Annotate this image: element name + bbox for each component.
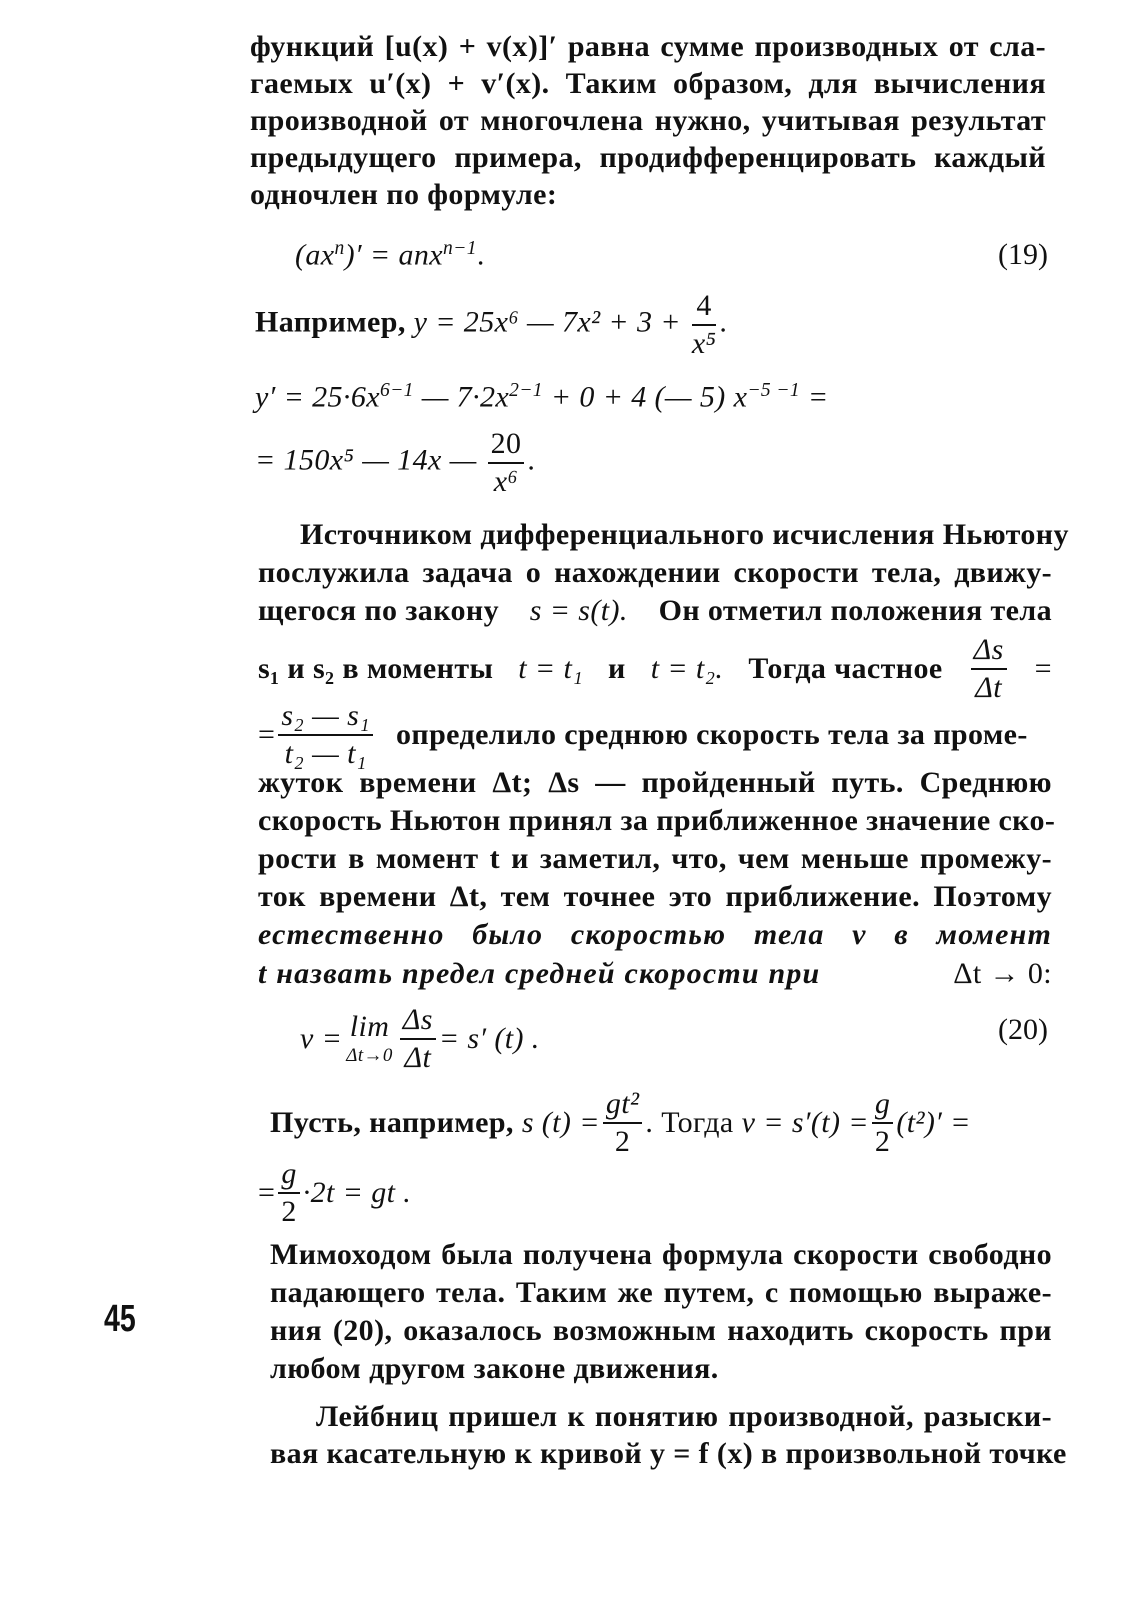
p3-line-3: ния (20), оказалось возможным находить скорость при bbox=[270, 1314, 1052, 1347]
deriv1-part-1: y′ = 25·6x bbox=[255, 380, 380, 414]
p2-l4-tail: Тогда частное bbox=[748, 651, 943, 685]
p2-l4-fraction: $\frac{\Delta s}{\Delta t}$ bbox=[971, 634, 1007, 703]
p2-l11-emphasis: t назвать предел средней скорости при bbox=[258, 957, 821, 990]
eq20-fraction: $\frac{\Delta s}{\Delta t}$ bbox=[400, 1004, 436, 1073]
p2-line-3 bbox=[258, 594, 1052, 628]
p2-line-9: ток времени Δt, тем точнее это приближение. Поэтому bbox=[258, 880, 1052, 913]
p2-line-1: Источником дифференциального исчисления Ньютону bbox=[300, 518, 1069, 551]
eq19-end: . bbox=[476, 238, 485, 272]
p1-line-2: гаемых u′(x) + v′(x). Таким образом, для вычисления bbox=[250, 67, 1046, 100]
p2-line-7: скорость Ньютон принял за приближенное значение ско- bbox=[258, 804, 1056, 837]
example-1 bbox=[255, 290, 727, 359]
p3-line-1: Мимоходом была получена формула скорости свободно bbox=[270, 1238, 1052, 1271]
eq20-limit: lim Δt→0 bbox=[346, 1010, 393, 1066]
p2-l4-t2: t = t₂. bbox=[650, 651, 724, 685]
example-2-line-1 bbox=[270, 1088, 971, 1157]
p1-line-4: предыдущего примера, продифференцировать каждый bbox=[250, 141, 1046, 174]
p1-line-5: одночлен по формуле: bbox=[250, 178, 558, 211]
p4-line-2: вая касательную к кривой y = f (x) в произвольной точке bbox=[270, 1437, 1067, 1470]
p2-l5-fraction: $\frac{\text{s₂ — s₁}}{\text{t₂ — t₁}}$ bbox=[278, 700, 373, 769]
p2-l3-math: s = s(t). bbox=[529, 594, 628, 627]
derivative-line-2 bbox=[255, 428, 535, 497]
example2-label: Пусть, например, bbox=[270, 1105, 514, 1139]
equation-number-20: (20) bbox=[998, 1013, 1048, 1046]
example2-fraction-2: $\frac{g}{2}$ bbox=[872, 1088, 893, 1157]
eq19-lhs: (ax bbox=[295, 238, 335, 272]
p1-line-3: производной от многочлена нужно, учитывая результат bbox=[250, 104, 1046, 137]
p1-line-1: функций [u(x) + v(x)]′ равна сумме производных от сла- bbox=[250, 30, 1046, 63]
p2-l4-eq: = bbox=[1034, 651, 1052, 685]
p2-line-10-emphasis: естественно было скоростью тела v в момент bbox=[258, 918, 1052, 951]
equation-number-19: (19) bbox=[998, 238, 1048, 271]
formula-20 bbox=[300, 1004, 540, 1073]
example2-l2-eq: = bbox=[258, 1175, 276, 1209]
eq20-lhs: v = bbox=[300, 1021, 343, 1055]
example2-fraction-3: $\frac{g}{2}$ bbox=[278, 1158, 299, 1227]
eq19-mid: )′ = anx bbox=[344, 238, 443, 272]
deriv1-part-3: + 0 + 4 (— 5) x bbox=[542, 380, 748, 414]
p2-l4-t1: t = t₁ bbox=[518, 651, 584, 685]
eq19-exp: n−1 bbox=[442, 238, 477, 259]
example1-label: Например, bbox=[255, 305, 406, 339]
p2-l4-text: s₁ и s₂ в моменты bbox=[258, 651, 494, 685]
example1-fraction: $\frac{4}{\text{x⁵}}$ bbox=[691, 289, 717, 360]
example2-fraction-1: $\frac{\text{gt²}}{2}$ bbox=[603, 1088, 643, 1157]
p4-line-1: Лейбниц пришел к понятию производной, разыски- bbox=[316, 1400, 1052, 1433]
example-2-line-2 bbox=[258, 1158, 411, 1227]
p2-l4-and: и bbox=[608, 651, 626, 685]
p2-l5-eq: = bbox=[258, 717, 276, 751]
p2-line-6: жуток времени Δt; Δs — пройденный путь. Среднюю bbox=[258, 766, 1052, 799]
example2-l2-tail: ·2t = gt . bbox=[302, 1175, 412, 1209]
p2-l11-limit: Δt → 0: bbox=[953, 957, 1052, 990]
formula-19 bbox=[295, 238, 485, 273]
example1-end: . bbox=[719, 305, 728, 339]
deriv1-line-2: = 150x⁵ — 14x — bbox=[255, 443, 477, 477]
p2-line-5 bbox=[258, 700, 1028, 769]
eq19-exp-n: n bbox=[334, 238, 345, 259]
p2-line-4 bbox=[258, 634, 1052, 703]
example1-expr: y = 25x⁶ — 7x² + 3 + bbox=[413, 305, 681, 339]
p2-line-11 bbox=[258, 957, 1052, 991]
deriv1-exp-1: 6−1 bbox=[379, 380, 414, 401]
eq20-rhs: = s′ (t) . bbox=[438, 1021, 540, 1055]
page-number: 45 bbox=[104, 1298, 136, 1340]
p3-line-2: падающего тела. Таким же путем, с помощью выраже- bbox=[270, 1276, 1052, 1309]
p2-line-2: послужила задача о нахождении скорости тела, движу- bbox=[258, 556, 1052, 589]
p3-line-4: любом другом законе движения. bbox=[270, 1352, 719, 1385]
p2-l5-text: определило среднюю скорость тела за проме- bbox=[396, 717, 1028, 751]
p2-l3-text: щегося по закону bbox=[258, 594, 499, 627]
p2-l3-tail: Он отметил положения тела bbox=[658, 594, 1052, 627]
example2-v: v = s′(t) = bbox=[741, 1105, 869, 1139]
deriv1-part-4: = bbox=[800, 380, 829, 414]
deriv1-exp-2: 2−1 bbox=[509, 380, 543, 401]
example2-s: s (t) = bbox=[521, 1105, 600, 1139]
derivative-line-1 bbox=[255, 380, 829, 415]
p2-line-8: рости в момент t и заметил, что, чем меньше промежу- bbox=[258, 842, 1052, 875]
deriv1-part-2: — 7·2x bbox=[413, 380, 510, 414]
example2-then: . Тогда bbox=[645, 1105, 734, 1139]
deriv1-end: . bbox=[527, 443, 536, 477]
deriv1-fraction: $\frac{20}{\text{x⁶}}$ bbox=[488, 428, 525, 497]
deriv1-exp-3: −5 −1 bbox=[747, 380, 801, 401]
example2-tail: (t²)′ = bbox=[896, 1105, 971, 1139]
